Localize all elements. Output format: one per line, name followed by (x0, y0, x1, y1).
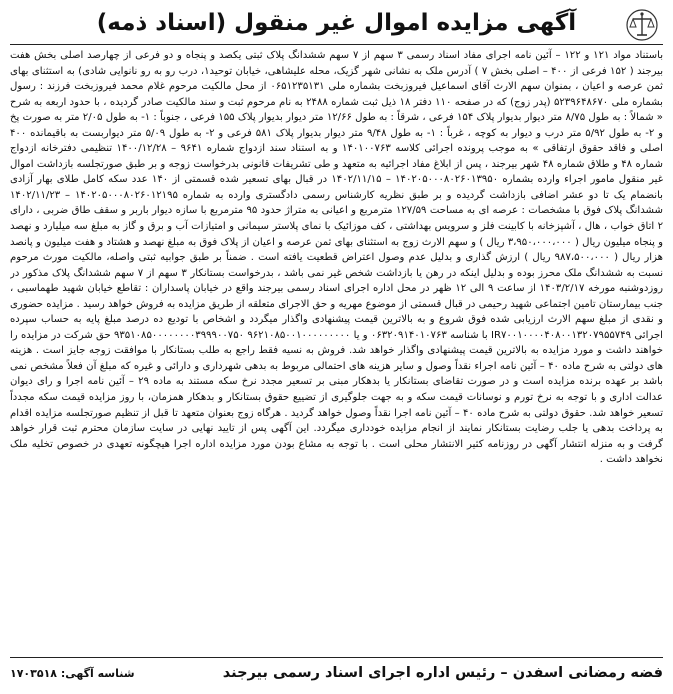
notice-footer (10, 657, 663, 688)
notice-id-number: ۱۷۰۳۵۱۸ (10, 666, 57, 680)
notice-body (10, 48, 663, 638)
signer-name: فضه رمضانی اسفدن – رئیس اداره اجرای اسناد رسمی بیرجند (222, 665, 663, 681)
notice-id (10, 667, 135, 680)
notice-id-label: شناسه آگهی: (60, 666, 135, 680)
notice-paragraph: باستناد مواد ۱۲۱ و ۱۲۲ – آئین نامه اجرای مفاد اسناد رسمی ۳ سهم از ۷ سهم ششدانگ پلاک ثبتی یکصد و پنجاه و دو فرعی از چهارصد اصلی بخش هفت بیرجند ( ۱۵۲ فرعی از ۴۰۰ – اصلی بخش ۷ ) آدرس ملک به نشانی شهر گزیک، محله علیشاهی، خیابان توحید۱، درب رو به رو نانوایی شادی) به استثنای بهای ثمن عرصه و اعیان ، بمنوان سهم الارث آقای اسماعیل فیروزبخت بشماره ملی ۰۶۵۱۲۳۵۱۳۱ از محل مالکیت مرحوم غلام محمد فیروزبخت فرزند : رسول بشماره ملی ۵۲۳۹۶۴۸۶۷۰ (پدر زوج) که در صفحه ۱۱۰ دفتر ۱۸ ذیل ثبت شماره ۲۴۸۸ به نام مرحوم ثبت و سند مالکیت صادر گردیده ، با حدود اربعه به شرح « شمالاً : به طول ۸/۷۵ متر دیوار بدیوار پلاک ۱۵۴ فرعی ، شرقاً : به طول ۱۲/۶۶ متر دیوار بدیوار پلاک ۱۵۵ فرعی ، جنوباً : ۱- به طول ۲/۰۵ متر به صورت پخ و ۲- به طول ۵/۹۲ متر درب و دیوار به کوچه ، غرباً : ۱- به طول ۹/۴۸ متر دیوار بدیوار پلاک ۵۸۱ فرعی و ۲- به طول ۵/۰۹ متر دیواربست به باقیمانده ۴۰۰ اصلی و فاقد حقوق ارتفاقی » به موجب پرونده اجرائی کلاسه ۱۴۰۱۰۰۷۶۳ و به استناد سند ازدواج شماره ۹۶۴۱ – ۱۴۰۰/۱۲/۲۸ تنظیمی دفترخانه ازدواج شماره ۴۸ و طلاق شماره ۴۸ شهر بیرجند ، پس از ابلاغ مفاد اجرائیه به متعهد و طی تشریفات قانونی بدرخواست زوجه و بر طبق صورتجلسه بازداشت اموال غیر منقول مامور اجراء وارده بشماره ۱۴۰۲۰۵۰۰۰۸۰۲۶۰۱۳۹۵۰ – ۱۴۰۲/۱۱/۱۵ در قبال بهای تسعیر شده قسمتی از ۱۴۰ عدد سکه کامل طلای بهار آزادی بانضمام یک تا دو عشر اضافی بازداشت گردیده و بر طبق نظریه کارشناس رسمی دادگستری وارده به شماره ۱۴۰۲۰۵۰۰۰۸۰۲۶۰۱۲۱۹۵ – ۱۴۰۲/۱۱/۲۳ ششدانگ پلاک فوق با مشخصات : عرصه ای به مساحت ۱۲۷/۵۹ مترمربع و اعیانی به متراژ حدود ۹۵ مترمربع با سازه دیوار باربر و سقف طاق ضربی ، دارای ۲ اتاق خواب ، هال ، آشپزخانه با کابینت فلز و سرویس بهداشتی ، کف موزائیک با نمای پلاستر سیمانی و امتیازات آب و برق و گاز به مبلغ سه میلیارد و نهصد و پنجاه میلیون ریال ( ۳،۹۵۰،۰۰۰،۰۰۰ ریال ) و سهم الارث زوج به استثنای بهای ثمن عرصه و اعیان از پلاک فوق به مبلغ نهصد و هشتاد و هفت میلیون و پانصد هزار ریال ( ۹۸۷،۵۰۰،۰۰۰ ریال ) ارزش گذاری و بدلیل عدم وصول اعتراض قطعیت یافته است . ضمناً بر طبق جوابیه ثبتی واصله، مالکیت مورث مرحوم نسبت به ششدانگ ملک محرز بوده و بدلیل اینکه در رهن یا بازداشت شخص غیر نمی باشد ، بدرخواست بستانکار ۳ سهم از ۷ سهم ششدانگ پلاک مذکور در روزدوشنبه مورخه ۱۴۰۳/۲/۱۷ از ساعت ۹ الی ۱۲ ظهر در محل اداره اجرای اسناد رسمی بیرجند واقع در خیابان پاسداران : تقاطع خیابان شهید طهماسبی ، جنب بیمارستان تامین اجتماعی شهید رحیمی در قبال قسمتی از موضوع مهریه و حق الاجرای متعلقه از طریق مزایده به فروش خواهد رسید . مزایده حضوری و نقدی از مبلغ سهم الارث ارزیابی شده فوق شروع و به بالاترین قیمت پیشنهادی واگذار میگردد و اشخاص با تودیع ده درصد مبلغ پایه به حساب سپرده اجرائی IR۷۰۰۱۰۰۰۰۴۰۸۰۰۱۳۲۰۷۹۵۵۷۴۹ با شناسه ۰۶۳۲۰۹۱۴۰۱۰۷۶۳ و یا ۹۶۲۱۰۸۵۰۰۱۰۰۰۰۰۰۰۰۰ ۹۳۵۱۰۸۵۰۰۰۰۰۰۰۰۳۹۹۹۰۰۷۵۰ حق شرکت در مزایده را خواهند داشت و مورد مزایده به بالاترین قیمت پیشنهادی واگذار خواهد شد. فروش به نسیه فقط راجع به طلب بستانکار با موافقت زوجه جایز است . هزینه های دولتی به شرح ماده ۴۰ – آئین نامه اجراء نقداً وصول و سایر هزینه های احتمالی مربوط به بدهی شهرداری و دارائی و غیره که مبلغ آن فعلاً مشخص نمی باشد بر عهده برنده مزایده است و در صورت تقاضای بستانکار یا بدهکار مبنی بر تسعیر مجدد نرخ سکه مستند به ماده ۲۹ – آئین نامه اجرا و رای دیوان عدالت اداری و با توجه به نرخ تورم و نوسانات قیمت سکه و به جهت جلوگیری از تضییع حقوق بستانکار و بدهکار همزمان، با روز مزایده قیمت سکه مجدداً تسعیر خواهد شد. حقوق دولتی به شرح ماده ۴۰ – آئین نامه اجرا نقداً وصول خواهد گردید . هرگاه زوج بعنوان متعهد تا قبل از تنظیم صورتجلسه مزایده اقدام به پرداخت بدهی یا جلب رضایت بستانکار نمایند از انجام مزایده خودداری میگردد. این آگهی پس از تایید نهایی در سایت سازمان محترم ثبت قرار خواهد گرفت و به منزله انتشار آگهی در روزنامه کثیر الانتشار محلی است . با توجه به مشاع بودن مورد مزایده اداره اجرا هیچگونه تعهدی در خصوص تخلیه ملک نخواهد داشت . (10, 50, 663, 466)
notice-title: آگهی مزایده اموال غیر منقول (اسناد ذمه) (96, 10, 577, 36)
notice-header (10, 6, 663, 45)
